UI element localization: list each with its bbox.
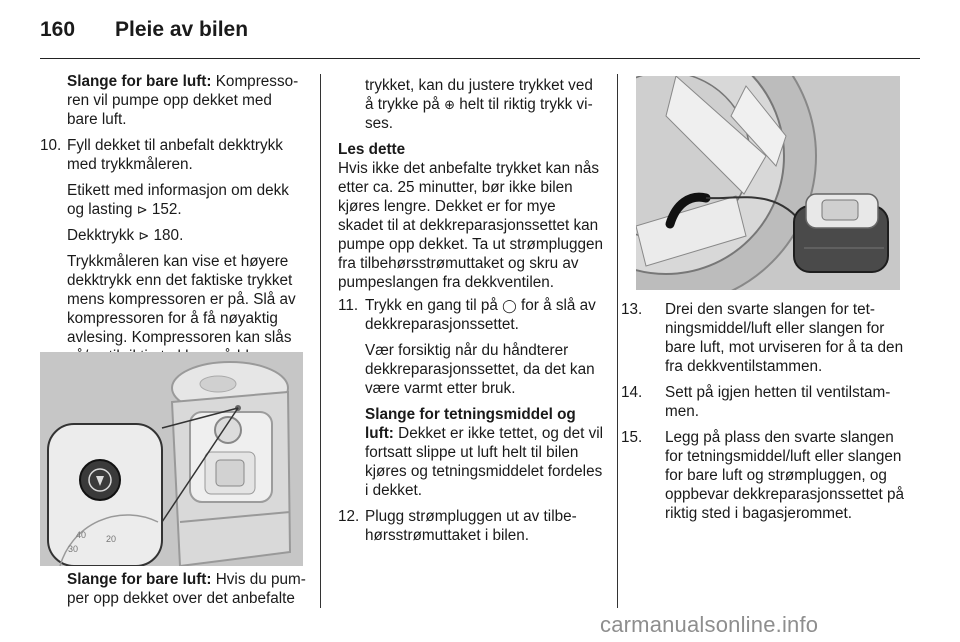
step-number: 15.: [621, 429, 643, 446]
caption-text: Hvis du pumper opp dekket over det anbefalte: [67, 571, 306, 607]
intro-bold: Slange for bare luft:: [67, 73, 212, 90]
step-text: Sett på igjen hetten til ventilstammen.: [665, 384, 891, 420]
step-10: [40, 136, 302, 366]
intro-text: Kompressoren vil pumpe opp dekket med bare luft.: [67, 73, 299, 128]
step-number: 14.: [621, 384, 643, 401]
caution-text: Vær forsiktig når du håndterer dekkreparasjonssettet, da det kan være varmt etter bruk.: [365, 342, 595, 397]
pressure-ref[interactable]: Dekktrykk ⊳ 180.: [67, 227, 184, 244]
step-text: Plugg strømpluggen ut av tilbehørsstrømuttaket i bilen.: [365, 508, 577, 544]
note-heading: Les dette: [338, 141, 406, 158]
step-14: [617, 383, 905, 421]
deflate-icon: ⊕: [444, 97, 455, 112]
gauge-scale-40: 40: [76, 530, 87, 540]
step-12: [338, 507, 604, 545]
gauge-note: Trykkmåleren kan vise et høyere dekktrykk enn det faktiske trykket mens kompressoren er på. Slå av kompressoren for å få nøyaktig avlesing. Kompressoren kan slås: [67, 253, 296, 346]
continued-text: trykket, kan du justere trykket ved å trykke på ⊕ helt til riktig trykk vises.: [365, 77, 593, 132]
wheel-illustration: [636, 76, 900, 290]
page-title: Pleie av bilen: [115, 18, 249, 41]
step-number: 12.: [338, 508, 360, 525]
sealant-bold: Slange for tetningsmiddel og luft:: [365, 406, 576, 442]
note-text: Hvis ikke det anbefalte trykket kan nås etter ca. 25 minutter, bør ikke bilen kjøres lengre. Dekket er for mye skadet til at dekkreparasjonssettet kan pumpe opp dekket. Ta ut strømpluggen fra tilbehørsstrømuttaket og skru av pumpeslangen fra dekkventilen.: [338, 160, 604, 291]
figure1-caption: [67, 570, 312, 608]
page-header: [0, 18, 960, 58]
compressor-illustration: [40, 352, 303, 566]
step-number: 10.: [40, 137, 62, 154]
step-text: Trykk en gang til på ◯ for å slå av dekkreparasjonssettet.: [365, 297, 596, 333]
gauge-scale-20: 20: [106, 534, 117, 544]
caption-bold: Slange for bare luft:: [67, 571, 212, 588]
column-2: [338, 76, 604, 552]
note-block: [338, 140, 604, 292]
tire-info-ref[interactable]: Etikett med informasjon om dekk og lasting ⊳ 152.: [67, 182, 289, 218]
header-rule: [40, 58, 920, 59]
column-3: [617, 300, 905, 530]
step-13: [617, 300, 905, 376]
column-divider-1: [320, 74, 321, 608]
reference-arrow-icon: ⊳: [138, 228, 150, 243]
step-text: Fyll dekket til anbefalt dekktrykk med trykkmåleren.: [67, 137, 283, 173]
sealant-paragraph: Slange for tetningsmiddel og luft: Dekket er ikke tettet, og det vil fortsatt slippe ut luft helt til bilen kjøres og tetningsmiddelet fordeles i dekket.: [365, 406, 604, 499]
gauge-scale-30: 30: [68, 544, 79, 554]
step-number: 11.: [338, 297, 359, 314]
watermark: carmanualsonline.info: [600, 612, 819, 637]
step-text: Legg på plass den svarte slangen for tetningsmiddel/luft eller slangen for bare luft og strømpluggen, og oppbevar dekkreparasjonssettet på riktig sted i bagasjerommet.: [665, 429, 904, 522]
page-number: 160: [40, 18, 76, 41]
compressor-drawing: [40, 352, 303, 566]
column-1: [40, 72, 302, 373]
step-number: 13.: [621, 301, 643, 318]
wheel-drawing: [636, 76, 900, 290]
step-11: [338, 296, 604, 500]
reference-arrow-icon: ⊳: [136, 202, 148, 217]
intro-paragraph: [40, 72, 302, 129]
step-text: Drei den svarte slangen for tetningsmiddel/luft eller slangen for bare luft, mot urviseren for å ta den fra dekkventilstammen.: [665, 301, 904, 375]
step-15: [617, 428, 905, 523]
power-icon: ◯: [502, 298, 517, 313]
